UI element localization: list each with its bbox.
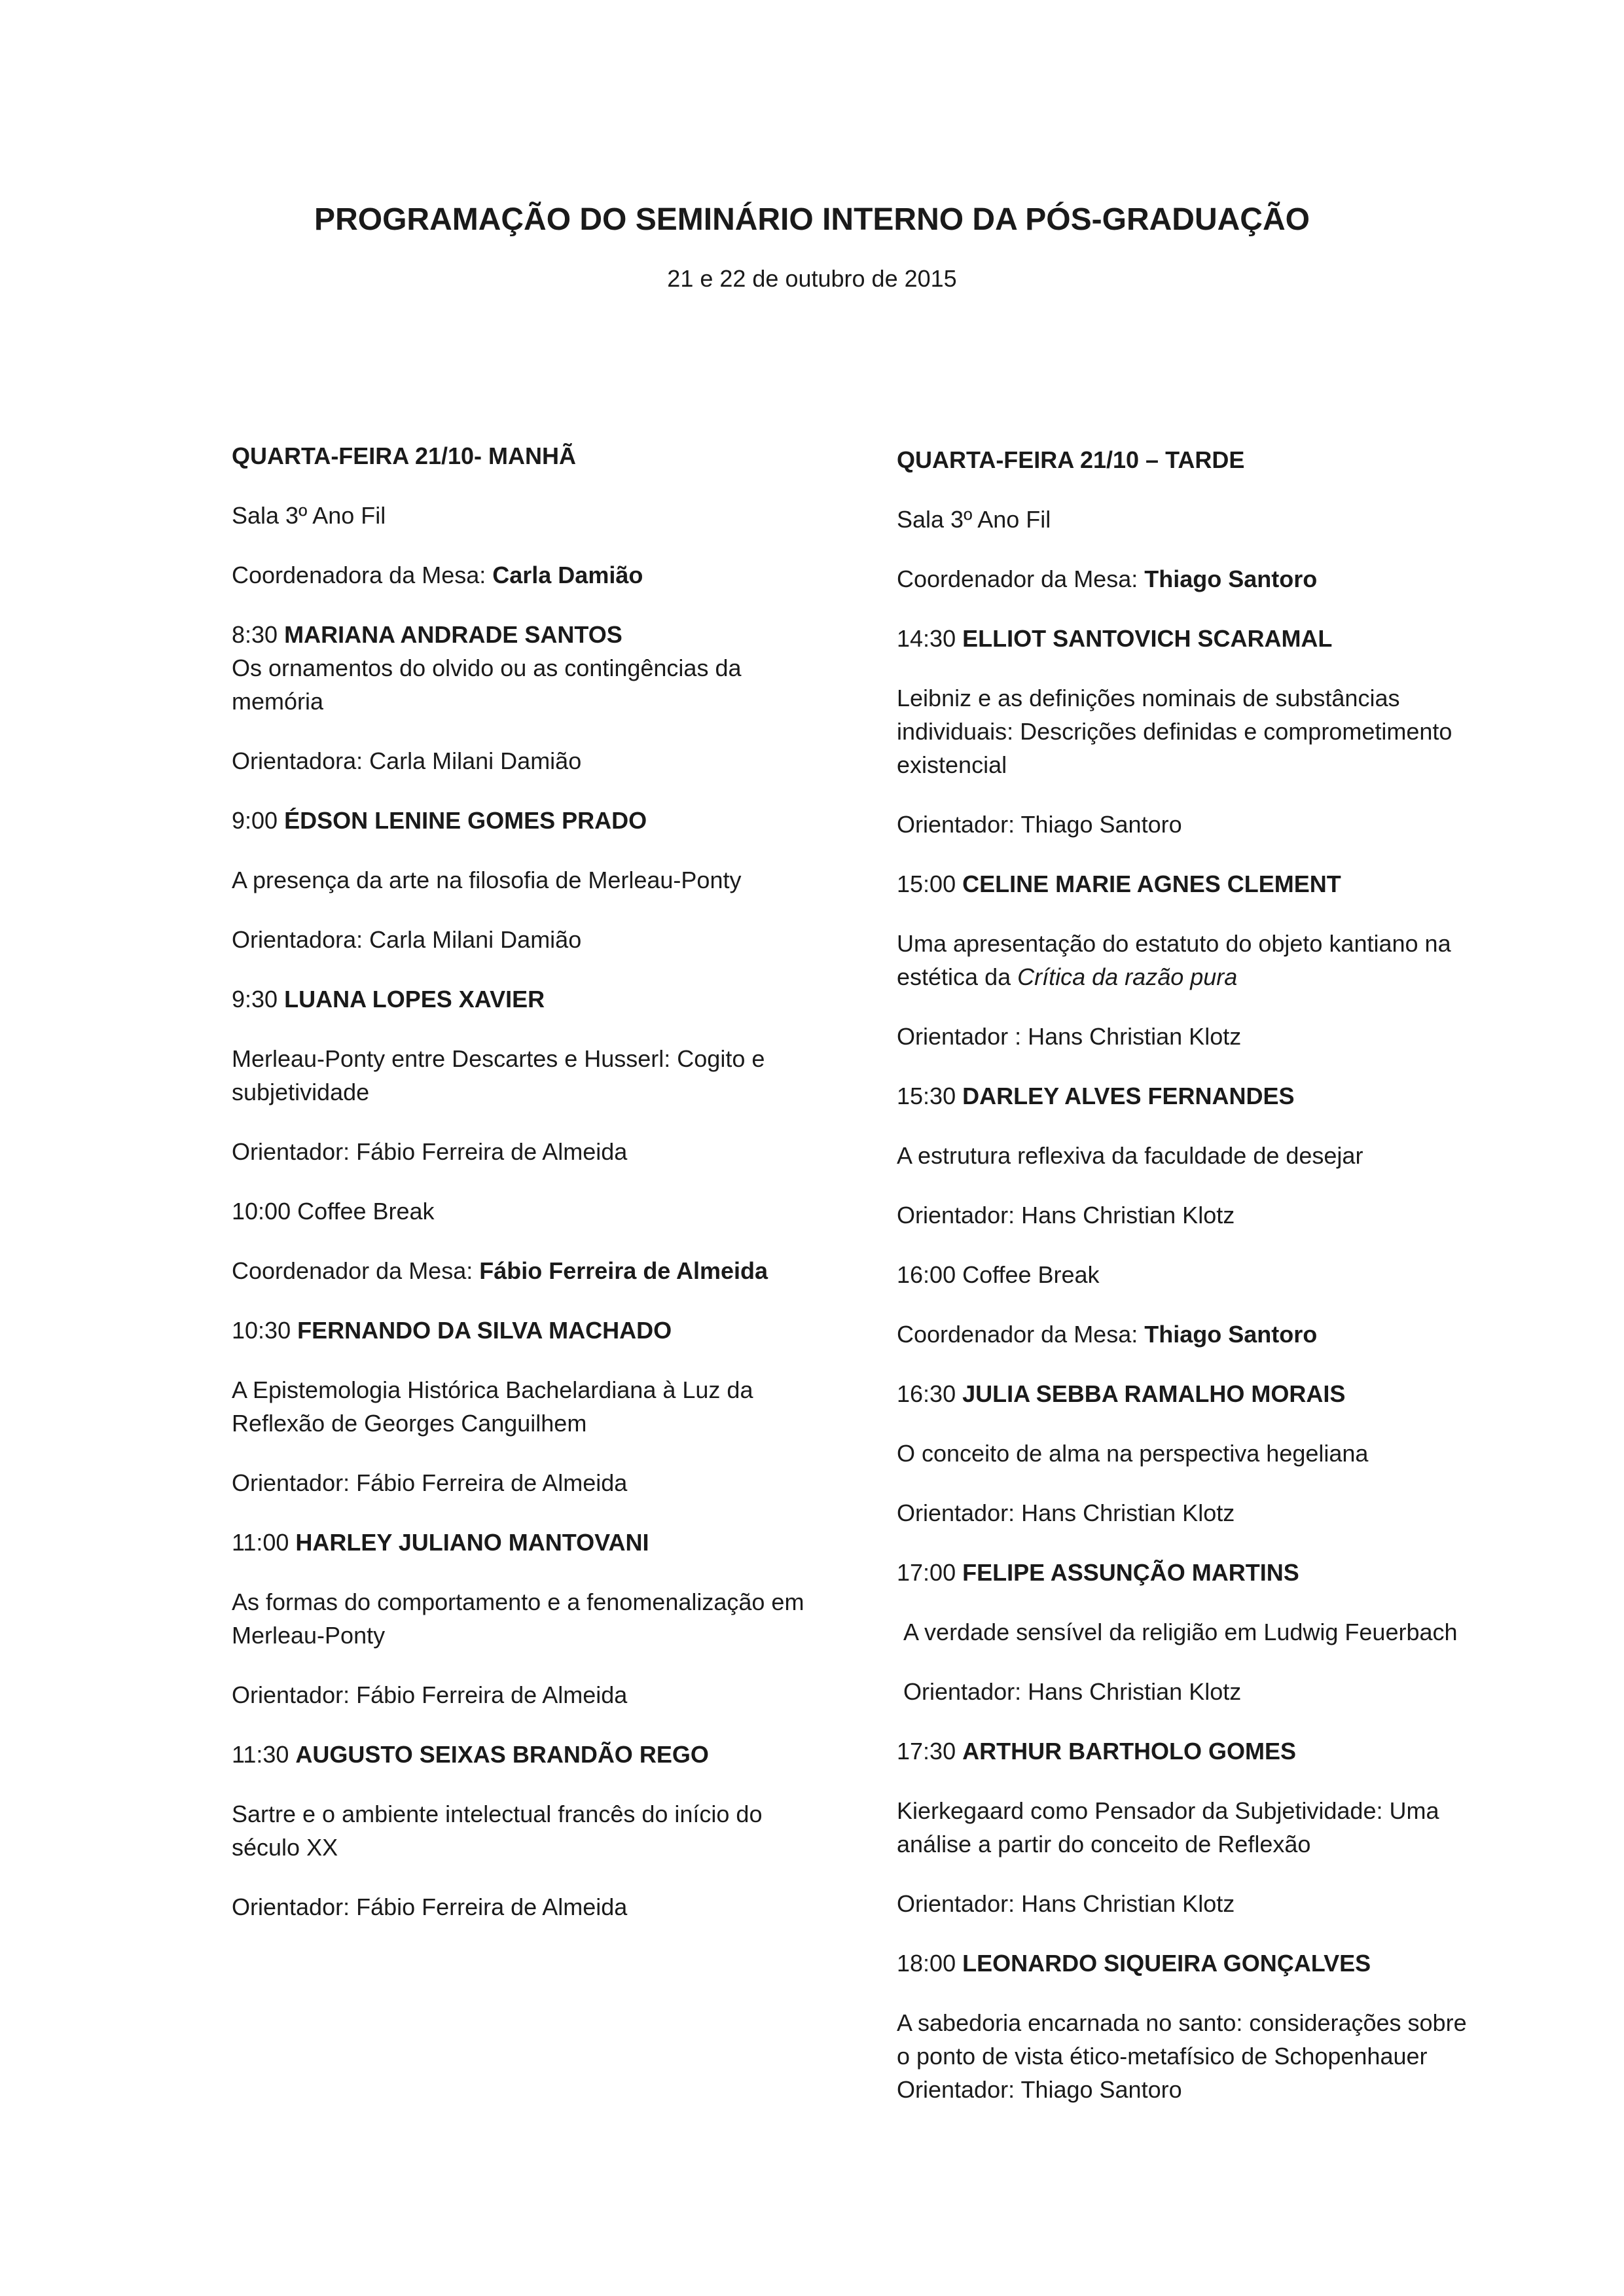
talk-advisor: Orientador: Hans Christian Klotz [897, 1499, 1235, 1526]
talk-title: Leibniz e as definições nominais de substâncias individuais: Descrições definidas e comprometimento existencial [897, 685, 1459, 778]
talk-title: O conceito de alma na perspectiva hegeliana [897, 1440, 1369, 1467]
talk-advisor: Orientador: Fábio Ferreira de Almeida [232, 1469, 628, 1496]
talk-title: As formas do comportamento e a fenomenalização em Merleau-Ponty [232, 1588, 811, 1649]
talk-header: 18:00 LEONARDO SIQUEIRA GONÇALVES [897, 1950, 1371, 1977]
talk-title: A presença da arte na filosofia de Merleau-Ponty [232, 867, 742, 893]
talk-title: A estrutura reflexiva da faculdade de desejar [897, 1142, 1363, 1169]
session-coordinator: Coordenador da Mesa: Thiago Santoro [897, 565, 1318, 592]
talk-header: 8:30 MARIANA ANDRADE SANTOS [232, 621, 623, 648]
talk-title: Sartre e o ambiente intelectual francês do início do século XX [232, 1801, 769, 1861]
room: Sala 3º Ano Fil [232, 502, 386, 529]
talk-advisor: Orientador: Fábio Ferreira de Almeida [232, 1893, 628, 1920]
session-heading: QUARTA-FEIRA 21/10- MANHÃ [232, 442, 577, 469]
talk-header: 15:00 CELINE MARIE AGNES CLEMENT [897, 870, 1341, 897]
talk-header: 14:30 ELLIOT SANTOVICH SCARAMAL [897, 625, 1333, 652]
talk-advisor: Orientador: Hans Christian Klotz [897, 1202, 1235, 1229]
coffee-break: 16:00 Coffee Break [897, 1261, 1100, 1288]
afternoon-schedule [897, 443, 1486, 2132]
session-coordinator: Coordenador da Mesa: Fábio Ferreira de Almeida [232, 1257, 768, 1284]
talk-header: 11:30 AUGUSTO SEIXAS BRANDÃO REGO [232, 1741, 709, 1768]
talk-title: Uma apresentação do estatuto do objeto kantiano na estética da Crítica da razão pura [897, 930, 1458, 990]
talk-header: 9:00 ÉDSON LENINE GOMES PRADO [232, 807, 647, 834]
talk-header: 10:30 FERNANDO DA SILVA MACHADO [232, 1317, 672, 1344]
talk-header: 15:30 DARLEY ALVES FERNANDES [897, 1083, 1295, 1109]
talk-advisor: Orientadora: Carla Milani Damião [232, 926, 582, 953]
talk-title: A verdade sensível da religião em Ludwig Feuerbach [897, 1619, 1458, 1645]
talk-header: 9:30 LUANA LOPES XAVIER [232, 986, 545, 1013]
talk-advisor: Orientadora: Carla Milani Damião [232, 747, 582, 774]
talk-header: 16:30 JULIA SEBBA RAMALHO MORAIS [897, 1380, 1346, 1407]
session-coordinator: Coordenadora da Mesa: Carla Damião [232, 562, 643, 588]
talk-advisor: Orientador: Fábio Ferreira de Almeida [232, 1138, 628, 1165]
morning-schedule [232, 439, 821, 1950]
talk-advisor: Orientador: Thiago Santoro [897, 811, 1182, 838]
session-coordinator: Coordenador da Mesa: Thiago Santoro [897, 1321, 1318, 1348]
talk-header: 17:30 ARTHUR BARTHOLO GOMES [897, 1738, 1297, 1765]
talk-title: Os ornamentos do olvido ou as contingências da memória [232, 655, 748, 715]
talk-advisor: Orientador : Hans Christian Klotz [897, 1023, 1242, 1050]
event-date: 21 e 22 de outubro de 2015 [667, 265, 957, 292]
talk-advisor: Orientador: Hans Christian Klotz [897, 1890, 1235, 1917]
talk-advisor: Orientador: Fábio Ferreira de Almeida [232, 1681, 628, 1708]
session-heading: QUARTA-FEIRA 21/10 – TARDE [897, 446, 1245, 473]
talk-header: 17:00 FELIPE ASSUNÇÃO MARTINS [897, 1559, 1299, 1586]
talk-title: Merleau-Ponty entre Descartes e Husserl: Cogito e subjetividade [232, 1045, 772, 1105]
page-title: PROGRAMAÇÃO DO SEMINÁRIO INTERNO DA PÓS-GRADUAÇÃO [314, 202, 1310, 237]
talk-advisor: Orientador: Hans Christian Klotz [897, 1678, 1242, 1705]
room: Sala 3º Ano Fil [897, 506, 1051, 533]
talk-title: A Epistemologia Histórica Bachelardiana à Luz da Reflexão de Georges Canguilhem [232, 1376, 760, 1437]
talk-header: 11:00 HARLEY JULIANO MANTOVANI [232, 1529, 649, 1556]
talk-title: Kierkegaard como Pensador da Subjetividade: Uma análise a partir do conceito de Reflexão [897, 1797, 1446, 1857]
coffee-break: 10:00 Coffee Break [232, 1198, 435, 1225]
talk-title: A sabedoria encarnada no santo: considerações sobre o ponto de vista ético-metafísico de Schopenhauer Orientador: Thiago Santoro [897, 2009, 1473, 2103]
